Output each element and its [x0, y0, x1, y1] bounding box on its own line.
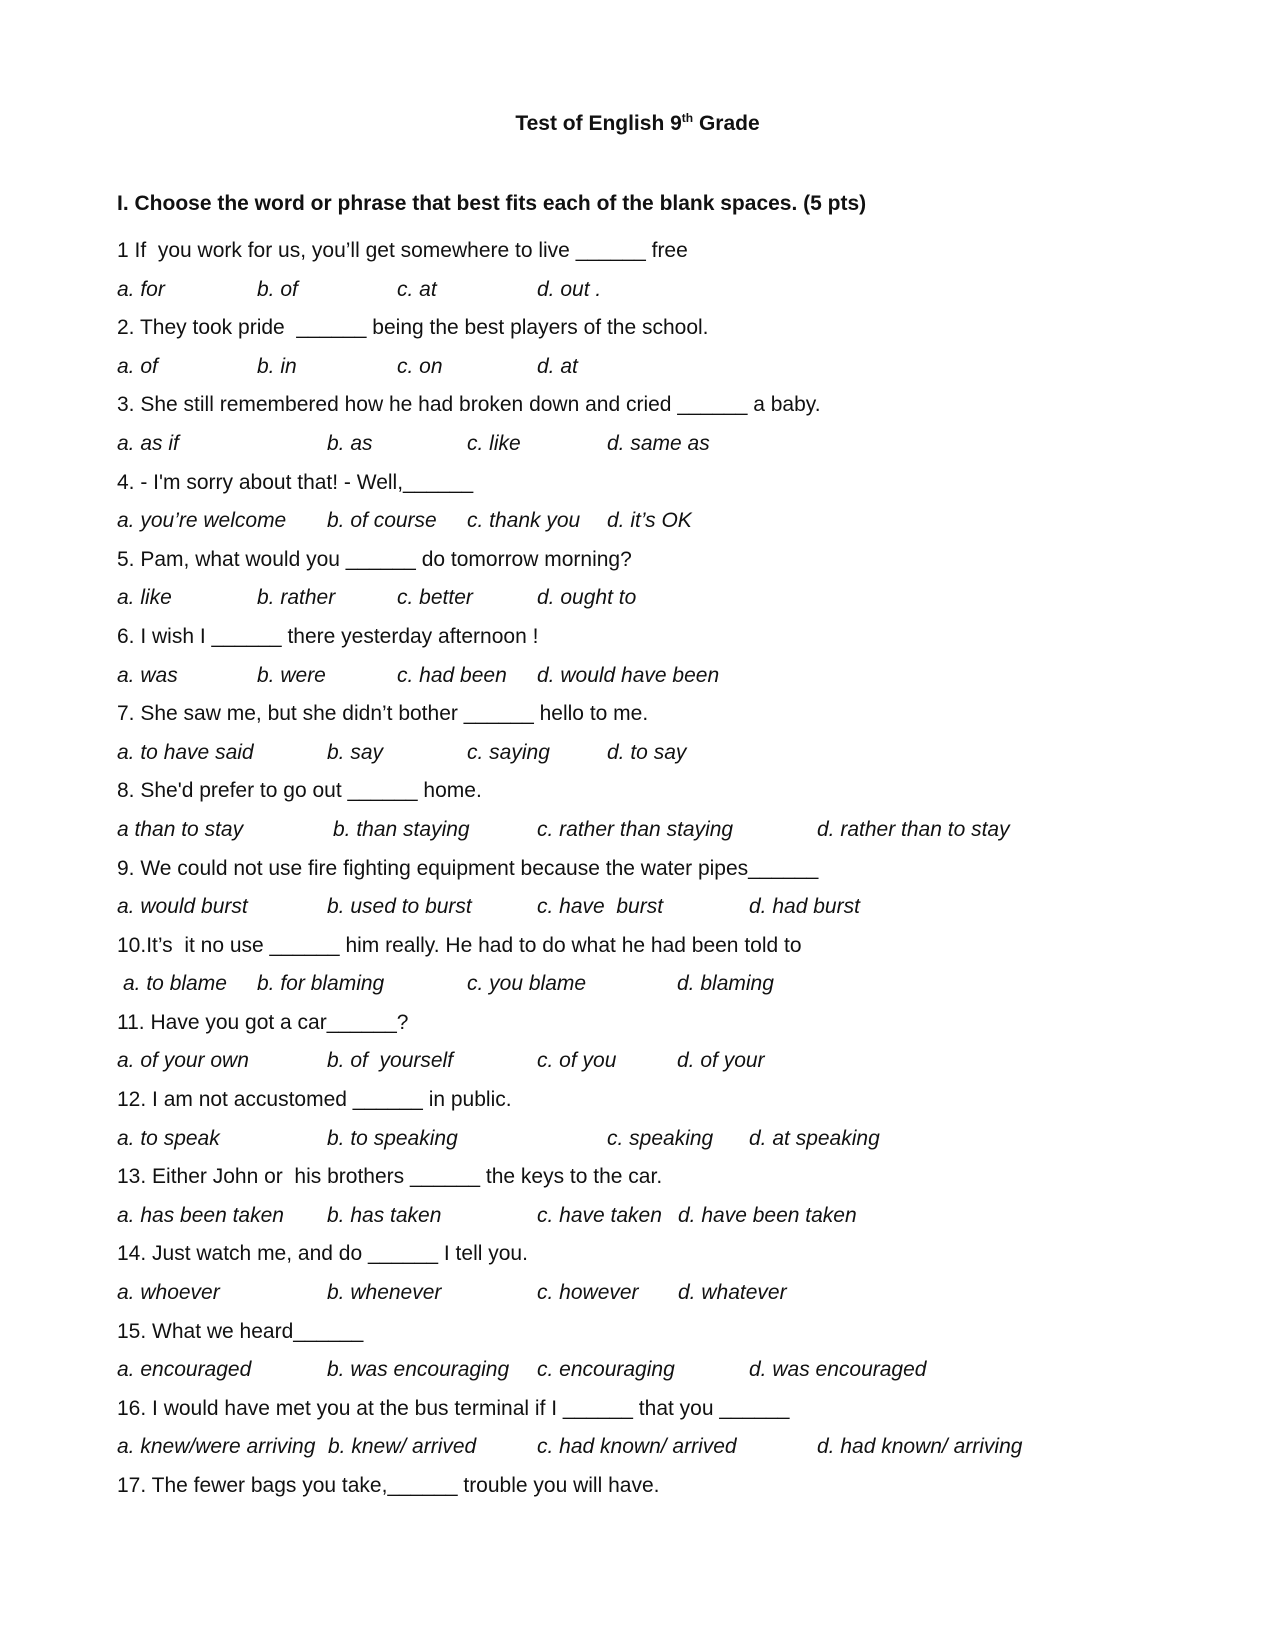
question-text: 10.It’s it no use ______ him really. He had to do what he had been told to	[117, 933, 802, 957]
answer-option: c. better	[397, 586, 473, 610]
answer-option: a. for	[117, 277, 165, 301]
answer-option: d. of your	[677, 1049, 765, 1073]
answer-option: b. than staying	[333, 817, 470, 841]
question-text: 17. The fewer bags you take,______ trouble you will have.	[117, 1474, 660, 1497]
answer-option: b. as	[327, 431, 373, 455]
answer-option: c. saying	[467, 740, 550, 764]
question-text: 14. Just watch me, and do ______ I tell you.	[117, 1242, 528, 1266]
answer-option: d. would have been	[537, 663, 720, 687]
question-text: 12. I am not accustomed ______ in public.	[117, 1088, 512, 1112]
question-text: 9. We could not use fire fighting equipment because the water pipes______	[117, 856, 819, 880]
answer-option: b. of yourself	[327, 1049, 454, 1073]
answer-option: c. thank you	[467, 509, 581, 533]
answer-option: a. would burst	[117, 895, 248, 919]
question-text: 2. They took pride ______ being the best players of the school.	[117, 316, 709, 340]
answer-option: d. out .	[537, 277, 602, 301]
answer-options	[117, 271, 1227, 310]
answer-option: c. however	[537, 1281, 639, 1305]
question-text: 7. She saw me, but she didn’t bother ______ hello to me.	[117, 702, 649, 726]
answer-option: b. was encouraging	[327, 1358, 510, 1382]
answer-option: c. encouraging	[537, 1358, 675, 1382]
answer-options	[117, 1274, 1227, 1313]
answer-option: b. rather	[257, 586, 336, 610]
question-text: 1 If you work for us, you’ll get somewhere to live ______ free	[117, 239, 688, 262]
answer-option: a. to blame	[123, 972, 227, 996]
answer-option: c. have burst	[537, 895, 664, 919]
answer-option: d. it’s OK	[607, 509, 692, 533]
question-list	[117, 232, 1227, 1506]
answer-option: d. at	[537, 354, 578, 378]
question-text: 4. - I'm sorry about that! - Well,______	[117, 470, 474, 494]
answer-option: c. rather than staying	[537, 817, 734, 841]
question-text: 13. Either John or his brothers ______ the keys to the car.	[117, 1165, 663, 1189]
answer-option: d. whatever	[678, 1281, 787, 1305]
answer-option: c. had been	[397, 663, 507, 687]
answer-option: b. for blaming	[257, 972, 385, 996]
answer-options	[117, 657, 1227, 696]
title-main: Test of English 9	[515, 112, 682, 135]
question-text: 8. She'd prefer to go out ______ home.	[117, 779, 482, 803]
question-text: 3. She still remembered how he had broken down and cried ______ a baby.	[117, 393, 821, 417]
answer-option: a. whoever	[117, 1281, 220, 1305]
title-rest: Grade	[693, 112, 760, 135]
answer-options	[117, 811, 1227, 850]
answer-option: a. to speak	[117, 1126, 220, 1150]
question-text: 15. What we heard______	[117, 1319, 364, 1343]
answer-options	[117, 425, 1227, 464]
answer-options	[117, 1197, 1227, 1236]
answer-option: b. of	[257, 277, 298, 301]
answer-option: d. rather than to stay	[817, 817, 1010, 841]
answer-option: d. to say	[607, 740, 687, 764]
question-text: 6. I wish I ______ there yesterday afternoon !	[117, 624, 539, 648]
answer-option: d. have been taken	[678, 1203, 857, 1227]
answer-option: d. had known/ arriving	[817, 1435, 1023, 1459]
answer-option: a. was	[117, 663, 178, 687]
answer-option: a. like	[117, 586, 172, 610]
answer-option: b. say	[327, 740, 384, 764]
question-text: 11. Have you got a car______?	[117, 1010, 409, 1034]
answer-option: a. as if	[117, 431, 179, 455]
page-title	[0, 112, 1275, 136]
answer-option: a than to stay	[117, 817, 244, 841]
answer-option: b. were	[257, 663, 326, 687]
answer-option: c. speaking	[607, 1126, 714, 1150]
answer-option: c. like	[467, 431, 521, 455]
answer-option: a. of	[117, 354, 158, 378]
answer-option: c. at	[397, 277, 437, 301]
answer-options	[117, 734, 1227, 773]
answer-options	[117, 888, 1227, 927]
answer-option: b. to speaking	[327, 1126, 458, 1150]
answer-option: d. ought to	[537, 586, 637, 610]
answer-option: b. used to burst	[327, 895, 472, 919]
title-superscript: th	[681, 111, 694, 125]
answer-option: b. has taken	[327, 1203, 442, 1227]
question-text: 5. Pam, what would you ______ do tomorrow morning?	[117, 547, 632, 571]
answer-option: a. to have said	[117, 740, 254, 764]
answer-option: c. had known/ arrived	[537, 1435, 737, 1459]
answer-option: d. at speaking	[749, 1126, 880, 1150]
answer-option: c. of you	[537, 1049, 617, 1073]
answer-options	[117, 965, 1227, 1004]
answer-options	[117, 1120, 1227, 1159]
section-heading: I. Choose the word or phrase that best fits each of the blank spaces. (5 pts)	[117, 192, 867, 215]
question-text: 16. I would have met you at the bus terminal if I ______ that you ______	[117, 1396, 790, 1420]
answer-option: c. you blame	[467, 972, 587, 996]
answer-options	[117, 1042, 1227, 1081]
answer-option: c. on	[397, 354, 443, 378]
answer-option: a. encouraged	[117, 1358, 252, 1382]
answer-option: b. whenever	[327, 1281, 442, 1305]
answer-option: b. in	[257, 354, 297, 378]
answer-option: d. blaming	[677, 972, 774, 996]
answer-option: b. knew/ arrived	[328, 1435, 477, 1459]
answer-options	[117, 579, 1227, 618]
answer-option: c. have taken	[537, 1203, 662, 1227]
answer-option: a. you’re welcome	[117, 509, 287, 533]
answer-option: d. same as	[607, 431, 710, 455]
answer-option: b. of course	[327, 509, 437, 533]
answer-option: d. was encouraged	[749, 1358, 927, 1382]
answer-options	[117, 1351, 1227, 1390]
answer-option: a. has been taken	[117, 1203, 284, 1227]
answer-options	[117, 502, 1227, 541]
answer-options	[117, 348, 1227, 387]
answer-options	[117, 1428, 1227, 1467]
answer-option: a. of your own	[117, 1049, 249, 1073]
answer-option: d. had burst	[749, 895, 860, 919]
answer-option: a. knew/were arriving	[117, 1435, 316, 1459]
